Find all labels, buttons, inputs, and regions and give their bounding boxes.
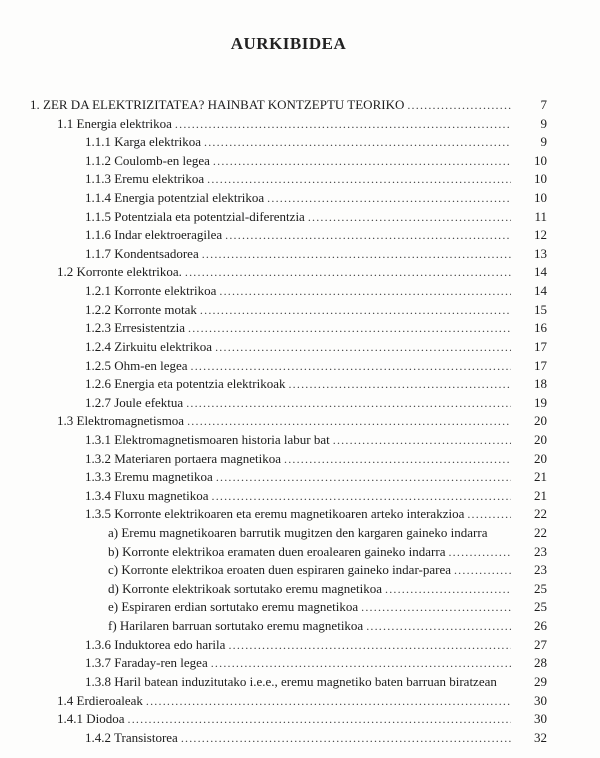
toc-entry xyxy=(30,189,547,208)
toc-entry-page-number: 29 xyxy=(534,673,547,689)
dot-leader xyxy=(188,319,511,338)
toc-entry xyxy=(30,729,547,748)
toc-entry-label: b) Korronte elektrikoa eramaten duen eroalearen gaineko indarra xyxy=(108,543,446,559)
toc-entry xyxy=(30,543,547,562)
toc-entry xyxy=(30,319,547,338)
toc-entry-label: 1.2.7 Joule efektua xyxy=(85,394,184,410)
toc-entry-page-number: 10 xyxy=(534,152,547,168)
toc-entry xyxy=(30,524,547,543)
toc-entry-page-number: 20 xyxy=(534,431,547,447)
toc-entry-page-number: 32 xyxy=(534,729,547,745)
toc-entry-page-number: 26 xyxy=(534,618,547,634)
toc-entry-page-number: 17 xyxy=(534,357,547,373)
dot-leader xyxy=(407,96,511,115)
toc-entry-page-number: 27 xyxy=(534,636,547,652)
toc-entry-page-number: 19 xyxy=(534,394,547,410)
toc-entry-page-number: 9 xyxy=(540,115,547,131)
dot-leader xyxy=(288,375,511,394)
toc-entry-label: c) Korronte elektrikoa eroaten duen espiraren gaineko indar-parea xyxy=(108,562,451,578)
toc-entry-page-number: 30 xyxy=(534,711,547,727)
toc-entry xyxy=(30,263,547,282)
toc-entry-label: 1.3.5 Korronte elektrikoaren eta eremu magnetikoaren arteko interakzioa xyxy=(85,506,465,522)
toc-entry-label: 1.1.2 Coulomb-en legea xyxy=(85,152,210,168)
toc-entry-page-number: 23 xyxy=(534,562,547,578)
dot-leader xyxy=(215,338,511,357)
toc-entry-page-number: 7 xyxy=(540,97,547,112)
toc-entry-page-number: 17 xyxy=(534,338,547,354)
toc-entry-label: d) Korronte elektrikoak sortutako eremu magnetikoa xyxy=(108,580,382,596)
toc-entry-label: 1.3.8 Haril batean induzitutako i.e.e., eremu magnetiko baten barruan biratzean xyxy=(85,673,497,689)
dot-leader xyxy=(333,431,511,450)
toc-entry-page-number: 30 xyxy=(534,692,547,708)
toc-entry-label: 1.1 Energia elektrikoa xyxy=(57,115,172,131)
toc-entry xyxy=(30,636,547,655)
dot-leader xyxy=(207,170,511,189)
toc-entry-label: 1. ZER DA ELEKTRIZITATEA? HAINBAT KONTZEPTU TEORIKO xyxy=(30,97,405,112)
dot-leader xyxy=(216,468,511,487)
toc-entry-page-number: 28 xyxy=(534,655,547,671)
toc-entry-label: 1.3.3 Eremu magnetikoa xyxy=(85,469,213,485)
toc-entry-page-number: 9 xyxy=(540,134,547,150)
toc-entry-label: a) Eremu magnetikoaren barrutik mugitzen den kargaren gaineko indarra xyxy=(108,525,488,541)
toc-entry-page-number: 25 xyxy=(534,599,547,615)
toc-entry-label: 1.4.1 Diodoa xyxy=(57,711,125,727)
toc-entry xyxy=(30,208,547,227)
toc-entry xyxy=(30,617,547,636)
dot-leader xyxy=(212,487,512,506)
toc-entry-label: 1.1.3 Eremu elektrikoa xyxy=(85,171,205,187)
toc-entry xyxy=(30,450,547,469)
toc-entry xyxy=(30,282,547,301)
toc-entry-page-number: 22 xyxy=(534,506,547,522)
dot-leader xyxy=(448,543,511,562)
toc-entry xyxy=(30,468,547,487)
toc-entry xyxy=(30,654,547,673)
toc-entry xyxy=(30,338,547,357)
toc-entry-label: 1.3 Elektromagnetismoa xyxy=(57,413,185,429)
toc-entry xyxy=(30,96,547,115)
dot-leader xyxy=(204,133,511,152)
toc-entry xyxy=(30,152,547,171)
toc-entry-page-number: 21 xyxy=(534,487,547,503)
toc-entry xyxy=(30,357,547,376)
toc-entry xyxy=(30,673,547,692)
dot-leader xyxy=(200,301,511,320)
toc-entry-page-number: 11 xyxy=(534,208,547,224)
toc-entry-page-number: 25 xyxy=(534,580,547,596)
dot-leader xyxy=(213,152,511,171)
dot-leader xyxy=(225,226,511,245)
dot-leader xyxy=(175,115,511,134)
dot-leader xyxy=(186,394,511,413)
toc-entry-label: 1.2.4 Zirkuitu elektrikoa xyxy=(85,338,213,354)
toc-entry-page-number: 20 xyxy=(534,450,547,466)
dot-leader xyxy=(219,282,511,301)
toc-entry xyxy=(30,115,547,134)
toc-entry xyxy=(30,710,547,729)
toc-entry-page-number: 20 xyxy=(534,413,547,429)
dot-leader xyxy=(202,245,511,264)
toc-entry-page-number: 21 xyxy=(534,469,547,485)
toc-entry xyxy=(30,412,547,431)
dot-leader xyxy=(211,654,511,673)
dot-leader xyxy=(361,598,511,617)
toc-entry-page-number: 16 xyxy=(534,320,547,336)
toc-entry-label: 1.2 Korronte elektrikoa. xyxy=(57,264,182,280)
dot-leader xyxy=(187,412,511,431)
dot-leader xyxy=(267,189,511,208)
toc-entry xyxy=(30,580,547,599)
toc-entry xyxy=(30,133,547,152)
table-of-contents xyxy=(30,96,547,747)
toc-entry-label: 1.3.4 Fluxu magnetikoa xyxy=(85,487,209,503)
dot-leader xyxy=(146,692,511,711)
dot-leader xyxy=(191,357,511,376)
toc-entry-page-number: 13 xyxy=(534,245,547,261)
dot-leader xyxy=(284,450,511,469)
toc-entry xyxy=(30,561,547,580)
toc-entry xyxy=(30,487,547,506)
toc-entry-label: 1.3.1 Elektromagnetismoaren historia labur bat xyxy=(85,431,330,447)
toc-entry-label: 1.1.6 Indar elektroeragilea xyxy=(85,227,223,243)
toc-entry-label: 1.2.2 Korronte motak xyxy=(85,301,197,317)
toc-entry-label: f) Harilaren barruan sortutako eremu magnetikoa xyxy=(108,618,364,634)
toc-entry-label: 1.2.3 Erresistentzia xyxy=(85,320,185,336)
toc-entry xyxy=(30,245,547,264)
toc-entry-page-number: 14 xyxy=(534,283,547,299)
toc-entry xyxy=(30,375,547,394)
toc-entry xyxy=(30,505,547,524)
toc-entry-page-number: 14 xyxy=(534,264,547,280)
toc-entry-page-number: 10 xyxy=(534,190,547,206)
toc-entry-label: 1.4.2 Transistorea xyxy=(85,729,178,745)
toc-entry-page-number: 23 xyxy=(534,543,547,559)
toc-entry-page-number: 10 xyxy=(534,171,547,187)
toc-entry-label: 1.1.4 Energia potentzial elektrikoa xyxy=(85,190,265,206)
dot-leader xyxy=(228,636,511,655)
dot-leader xyxy=(467,505,511,524)
toc-entry-label: 1.1.1 Karga elektrikoa xyxy=(85,134,201,150)
toc-entry-page-number: 12 xyxy=(534,227,547,243)
dot-leader xyxy=(366,617,511,636)
toc-entry-label: 1.1.5 Potentziala eta potentzial-diferentzia xyxy=(85,208,305,224)
toc-entry-label: 1.2.1 Korronte elektrikoa xyxy=(85,283,217,299)
toc-entry-label: 1.4 Erdieroaleak xyxy=(57,692,143,708)
toc-entry-label: 1.3.2 Materiaren portaera magnetikoa xyxy=(85,450,281,466)
dot-leader xyxy=(181,729,511,748)
dot-leader xyxy=(128,710,511,729)
toc-entry-page-number: 15 xyxy=(534,301,547,317)
dot-leader xyxy=(454,561,511,580)
dot-leader xyxy=(308,208,511,227)
toc-entry-label: 1.3.7 Faraday-ren legea xyxy=(85,655,208,671)
toc-entry-label: 1.1.7 Kondentsadorea xyxy=(85,245,199,261)
toc-entry-page-number: 18 xyxy=(534,376,547,392)
toc-entry-label: 1.2.5 Ohm-en legea xyxy=(85,357,188,373)
toc-entry-page-number: 22 xyxy=(534,525,547,541)
dot-leader xyxy=(385,580,511,599)
toc-entry xyxy=(30,301,547,320)
toc-entry xyxy=(30,431,547,450)
toc-entry xyxy=(30,226,547,245)
dot-leader xyxy=(185,263,511,282)
toc-entry xyxy=(30,394,547,413)
toc-entry xyxy=(30,170,547,189)
toc-entry-label: 1.3.6 Induktorea edo harila xyxy=(85,636,226,652)
toc-entry-label: e) Espiraren erdian sortutako eremu magnetikoa xyxy=(108,599,359,615)
toc-entry xyxy=(30,692,547,711)
toc-entry-label: 1.2.6 Energia eta potentzia elektrikoak xyxy=(85,376,286,392)
toc-entry xyxy=(30,598,547,617)
page-title: AURKIBIDEA xyxy=(230,34,347,53)
